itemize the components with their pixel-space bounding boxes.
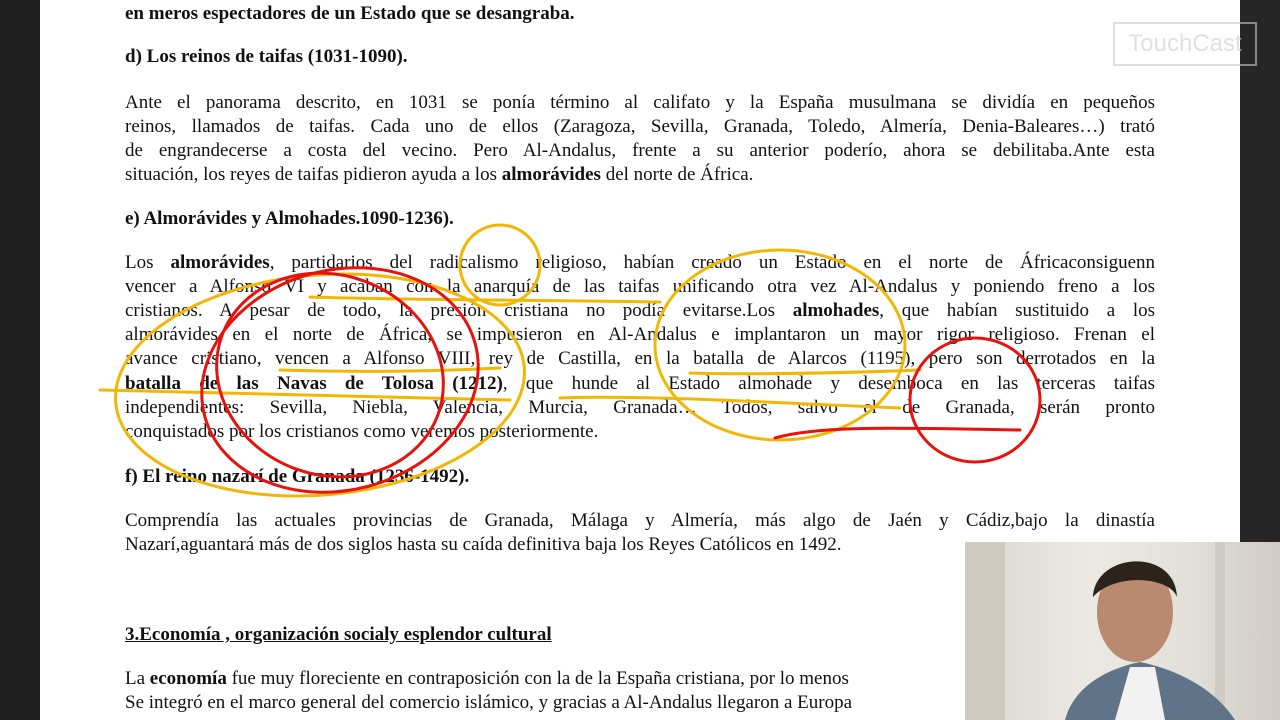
yellow-circle <box>460 225 540 305</box>
section-heading-f: f) El reino nazarí de Granada (1236-1492). <box>125 466 470 487</box>
red-circle <box>176 238 503 523</box>
text: Los <box>125 252 171 273</box>
yellow-annotations <box>100 225 920 512</box>
text: La <box>125 668 150 689</box>
bold-text: almohades <box>792 300 880 321</box>
section-heading-3: 3.Economía , organización socialy esplendor cultural <box>125 624 552 645</box>
section-heading-d: d) Los reinos de taifas (1031-1090). <box>125 46 408 67</box>
text-line: vencer a Alfonso VI y acaban con la anarquía de las taifas unificando otra vez Al-Andalus y poniendo freno a los <box>125 276 1155 297</box>
red-circle <box>188 242 473 509</box>
red-circle <box>910 338 1040 462</box>
bold-text: almorávides <box>501 164 601 185</box>
text-line: reinos, llamados de taifas. Cada uno de ellos (Zaragoza, Sevilla, Granada, Toledo, Almería, Denia-Baleares…) trató <box>125 116 1155 137</box>
text: , partidarios del radicalismo religioso, habían creado un Estado en el norte de Áfricaconsiguenn <box>269 252 1156 273</box>
yellow-underline <box>560 397 900 408</box>
presenter-video <box>965 542 1280 720</box>
yellow-underline <box>690 370 920 374</box>
text-line: Ante el panorama descrito, en 1031 se ponía término al califato y la España musulmana se dividía en pequeños <box>125 92 1155 113</box>
text-line: Comprendía las actuales provincias de Granada, Málaga y Almería, más algo de Jaén y Cádiz,bajo la dinastía <box>125 510 1155 531</box>
text-line: Se integró en el marco general del comercio islámico, y gracias a Al-Andalus llegaron a Europa <box>125 692 853 713</box>
yellow-underline <box>310 297 660 302</box>
red-annotations <box>176 238 1040 523</box>
section-heading-e: e) Almorávides y Almohades.1090-1236). <box>125 208 454 229</box>
text: , que habían sustituido a los <box>879 300 1155 321</box>
touchcast-watermark-logo: TouchCast <box>1113 22 1257 66</box>
yellow-underline <box>280 368 500 371</box>
text-line: en meros espectadores de un Estado que se desangraba. <box>125 3 575 24</box>
text-line: Nazarí,aguantará más de dos siglos hasta su caída definitiva baja los Reyes Católicos en 1492. <box>125 534 842 555</box>
yellow-circle <box>655 250 905 440</box>
text-line: conquistados por los cristianos como veremos posteriormente. <box>125 421 599 442</box>
bold-text: economía <box>149 668 227 689</box>
text: cristianos. A pesar de todo, la presión cristiana no podía evitarse.Los <box>125 300 793 321</box>
text: , que hunde al Estado almohade y desemboca en las terceras taifas <box>502 373 1156 394</box>
text: del norte de África. <box>600 164 754 185</box>
text: fue muy floreciente en contraposición con la de la España cristiana, por lo menos <box>226 668 849 689</box>
text: situación, los reyes de taifas pidieron ayuda a los <box>125 164 502 185</box>
webcam-overlay <box>965 542 1280 720</box>
yellow-underline <box>100 390 510 400</box>
text-line: de engrandecerse a costa del vecino. Pero Al-Andalus, frente a su anterior poderío, ahora se debilitaba.Ante esta <box>125 140 1155 161</box>
bold-text: almorávides <box>170 252 270 273</box>
text-line: almorávides en el norte de África, se impusieron en Al-Andalus e implantaron un mayor rigor religioso. Frenan el <box>125 324 1155 345</box>
bold-text: batalla de las Navas de Tolosa (1212) <box>125 373 503 394</box>
text-line: independientes: Sevilla, Niebla, Valencia, Murcia, Granada… Todos, salvo el de Granada, serán pronto <box>125 397 1155 418</box>
text-line: avance cristiano, vencen a Alfonso VIII, rey de Castilla, en la batalla de Alarcos (1195), pero son derrotados en la <box>125 348 1155 369</box>
